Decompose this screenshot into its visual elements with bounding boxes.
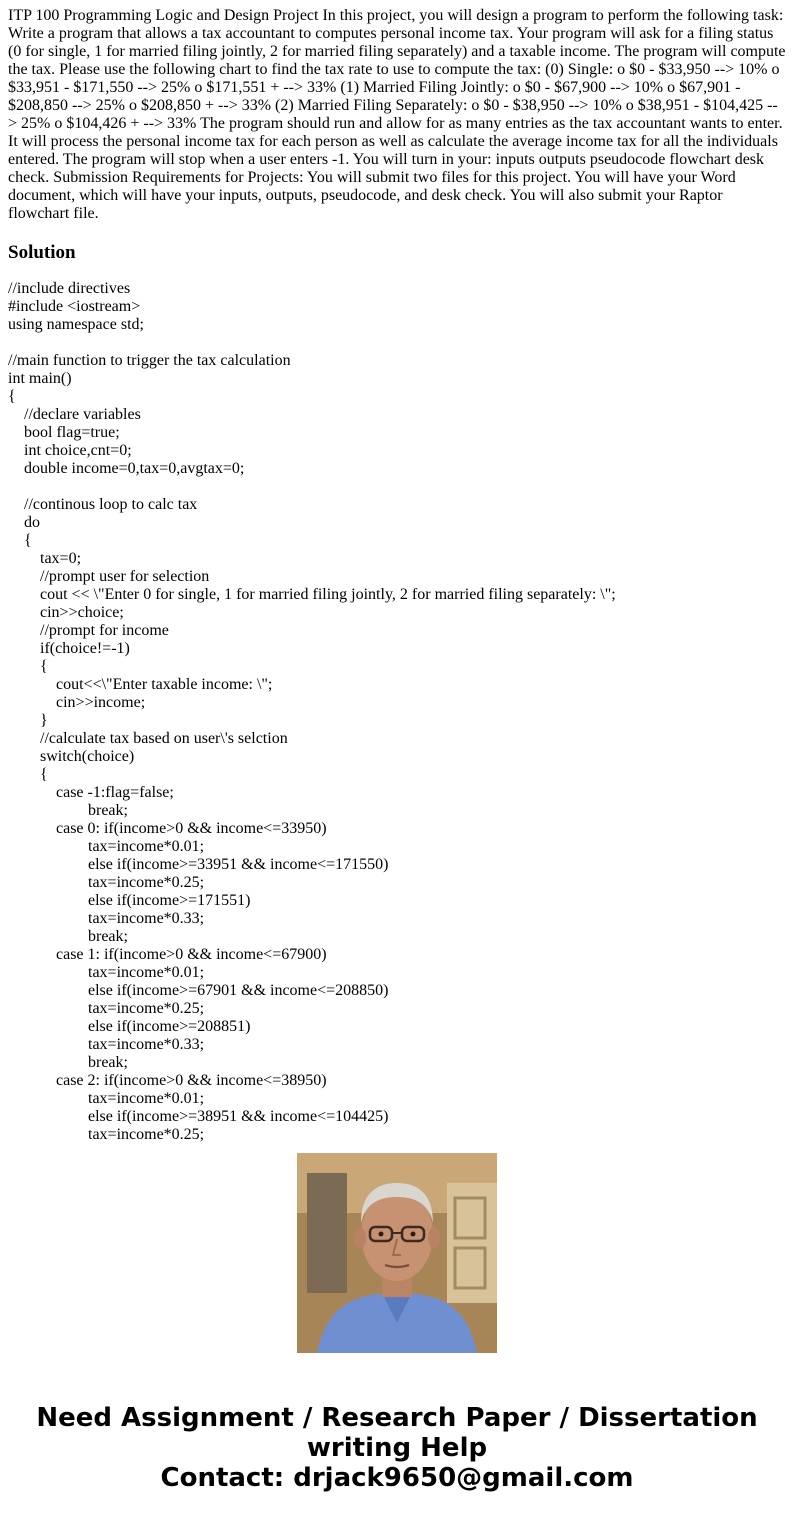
promo-line-2: writing Help xyxy=(306,1433,488,1463)
promo-contact[interactable]: Contact: drjack9650@gmail.com xyxy=(160,1463,634,1493)
solution-heading: Solution xyxy=(8,242,76,263)
author-photo xyxy=(297,1153,497,1353)
promo-line-1: Need Assignment / Research Paper / Dissertation xyxy=(36,1403,758,1433)
solution-code[interactable]: //include directives #include <iostream> using namespace std; //main function to trigger the tax calculation int main() { //declare variables bool flag=true; int choice,cnt=0; double income=0,tax=0,avgtax=0; //continous loop to calc tax do { tax=0; //prompt user for selection cout << \"Enter 0 for single, 1 for married filing jointly, 2 for married filing separately: \"; cin>>choice; //prompt for income if(choice!=-1) { cout<<\"Enter taxable income: \"; cin>>income; } //calculate tax based on user\'s selction switch(choice) { case -1:flag=false; break; case 0: if(income>0 && income<=33950) tax=income*0.01; else if(income>=33951 && income<=171550) tax=income*0.25; else if(income>=171551) tax=income*0.33; break; case 1: if(income>0 && income<=67900) tax=income*0.01; else if(income>=67901 && income<=208850) tax=income*0.25; else if(income>=208851) tax=income*0.33; break; case 2: if(income>0 && income<=38950) tax=income*0.01; else if(income>=38951 && income<=104425) tax=income*0.25; xyxy=(8,280,616,1143)
author-avatar xyxy=(297,1153,497,1353)
promo-banner xyxy=(0,1403,794,1493)
question-text: ITP 100 Programming Logic and Design Project In this project, you will design a program to perform the following task: Write a program that allows a tax accountant to computes personal income tax. Your program will ask for a filing status (0 for single, 1 for married filing jointly, 2 for married filing separately) and a taxable income. The program will compute the tax. Please use the following chart to find the tax rate to use to compute the tax: (0) Single: o $0 - $33,950 --> 10% o $33,951 - $171,550 --> 25% o $171,551 + --> 33% (1) Married Filing Jointly: o $0 - $67,900 --> 10% o $67,901 - $208,850 --> 25% o $208,850 + --> 33% (2) Married Filing Separately: o $0 - $38,950 --> 10% o $38,951 - $104,425 --> 25% o $104,426 + --> 33% The program should run and allow for as many entries as the tax accountant wants to enter. It will process the personal income tax for each person as well as calculate the average income tax for all the individuals entered. The program will stop when a user enters -1. You will turn in your: inputs outputs pseudocode flowchart desk check. Submission Requirements for Projects: You will submit two files for this project. You will have your Word document, which will have your inputs, outputs, pseudocode, and desk check. You will also submit your Raptor flowchart file. xyxy=(8,7,786,222)
